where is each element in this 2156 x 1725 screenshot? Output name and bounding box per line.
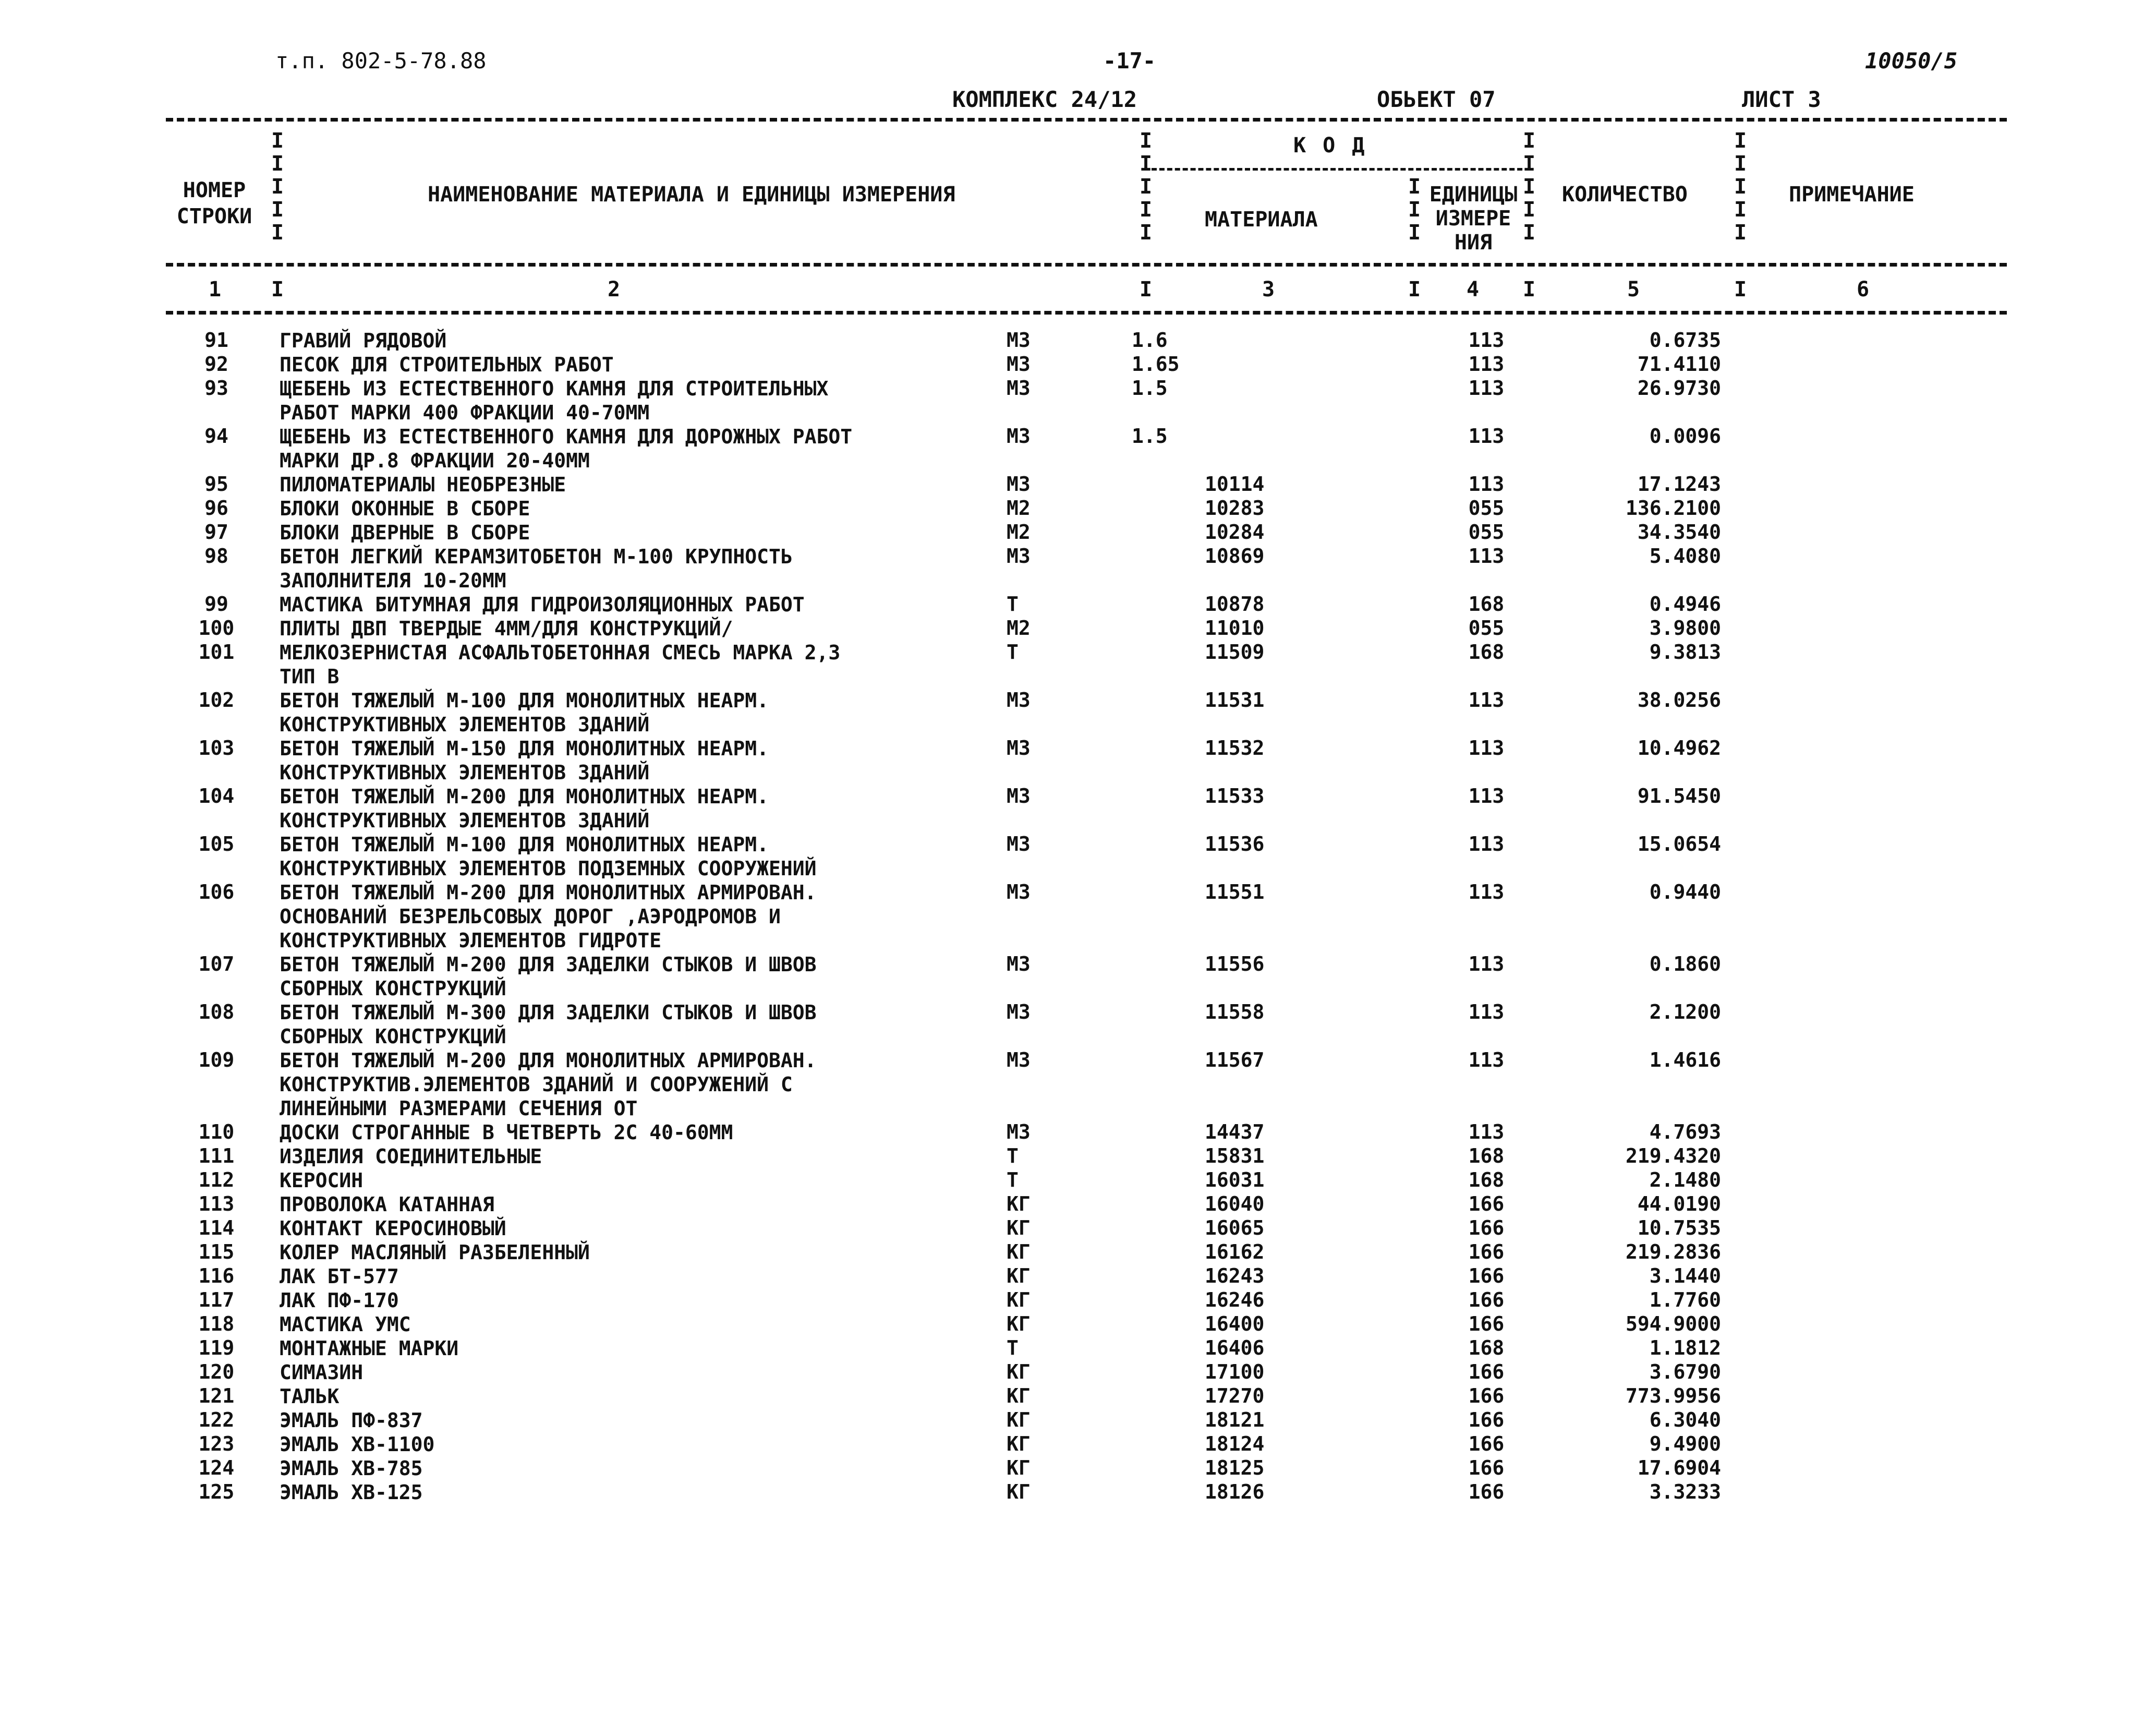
- row-number: 111: [198, 1144, 235, 1167]
- material-code: 18121: [1205, 1408, 1265, 1431]
- material-name: ПЛИТЫ ДВП ТВЕРДЫЕ 4ММ/ДЛЯ КОНСТРУКЦИЙ/: [280, 617, 733, 640]
- material-name: БЕТОН ТЯЖЕЛЫЙ М-200 ДЛЯ ЗАДЕЛКИ СТЫКОВ И ШВОВ СБОРНЫХ КОНСТРУКЦИЙ: [280, 953, 817, 1000]
- quantity: 10.7535: [1637, 1216, 1721, 1239]
- row-number: 108: [198, 1000, 235, 1023]
- row-number: 124: [198, 1456, 235, 1479]
- material-name: КОЛЕР МАСЛЯНЫЙ РАЗБЕЛЕННЫЙ: [280, 1241, 590, 1264]
- quantity: 1.1812: [1649, 1336, 1721, 1359]
- quantity: 219.4320: [1625, 1144, 1721, 1167]
- unit-code: 055: [1468, 521, 1505, 544]
- unit-code: 113: [1468, 1048, 1505, 1071]
- material-name: МАСТИКА БИТУМНАЯ ДЛЯ ГИДРОИЗОЛЯЦИОННЫХ РАБОТ: [280, 593, 805, 616]
- material-code: 11509: [1205, 641, 1265, 664]
- page-number: -17-: [1103, 48, 1156, 74]
- unit-of-measure: М2: [1007, 521, 1031, 544]
- material-code: 1.65: [1132, 353, 1180, 376]
- unit-of-measure: КГ: [1007, 1216, 1031, 1239]
- quantity: 17.1243: [1637, 473, 1721, 496]
- separator: I: [1408, 278, 1421, 301]
- row-number: 109: [198, 1048, 235, 1071]
- quantity: 3.1440: [1649, 1264, 1721, 1287]
- unit-of-measure: КГ: [1007, 1264, 1031, 1287]
- material-name: БЕТОН ТЯЖЕЛЫЙ М-150 ДЛЯ МОНОЛИТНЫХ НЕАРМ. КОНСТРУКТИВНЫХ ЭЛЕМЕНТОВ ЗДАНИЙ: [280, 737, 769, 784]
- document-reference: т.п. 802-5-78.88: [275, 48, 487, 74]
- separator: I: [1734, 278, 1747, 301]
- unit-code: 168: [1468, 1168, 1505, 1191]
- unit-of-measure: Т: [1007, 641, 1019, 664]
- quantity: 3.9800: [1649, 617, 1721, 640]
- row-number: 91: [204, 329, 228, 352]
- row-number: 115: [198, 1240, 235, 1263]
- material-name: БЕТОН ТЯЖЕЛЫЙ М-100 ДЛЯ МОНОЛИТНЫХ НЕАРМ. КОНСТРУКТИВНЫХ ЭЛЕМЕНТОВ ПОДЗЕМНЫХ СООРУЖЕНИЙ: [280, 833, 817, 880]
- unit-code: 113: [1468, 880, 1505, 903]
- unit-of-measure: КГ: [1007, 1456, 1031, 1479]
- row-number: 94: [204, 425, 228, 448]
- header-material-code: МАТЕРИАЛА: [1205, 208, 1318, 232]
- material-code: 11010: [1205, 617, 1265, 640]
- material-code: 16400: [1205, 1312, 1265, 1335]
- material-name: ЩЕБЕНЬ ИЗ ЕСТЕСТВЕННОГО КАМНЯ ДЛЯ СТРОИТЕЛЬНЫХ РАБОТ МАРКИ 400 ФРАКЦИИ 40-70ММ: [280, 377, 829, 424]
- row-number: 114: [198, 1216, 235, 1239]
- header-row-number: НОМЕР СТРОКИ: [176, 178, 252, 228]
- material-name: ЛАК БТ-577: [280, 1265, 399, 1288]
- quantity: 38.0256: [1637, 689, 1721, 711]
- row-number: 95: [204, 473, 228, 496]
- material-code: 17270: [1205, 1384, 1265, 1407]
- unit-of-measure: М3: [1007, 1120, 1031, 1143]
- quantity: 219.2836: [1625, 1240, 1721, 1263]
- material-name: БЕТОН ТЯЖЕЛЫЙ М-200 ДЛЯ МОНОЛИТНЫХ НЕАРМ. КОНСТРУКТИВНЫХ ЭЛЕМЕНТОВ ЗДАНИЙ: [280, 785, 769, 832]
- material-name: МЕЛКОЗЕРНИСТАЯ АСФАЛЬТОБЕТОННАЯ СМЕСЬ МАРКА 2,3 ТИП В: [280, 641, 841, 688]
- unit-code: 113: [1468, 833, 1505, 855]
- unit-of-measure: М3: [1007, 329, 1031, 352]
- material-code: 16243: [1205, 1264, 1265, 1287]
- material-code: 16031: [1205, 1168, 1265, 1191]
- unit-of-measure: КГ: [1007, 1384, 1031, 1407]
- material-name: МОНТАЖНЫЕ МАРКИ: [280, 1337, 459, 1360]
- material-code: 1.5: [1132, 377, 1168, 400]
- unit-of-measure: КГ: [1007, 1432, 1031, 1455]
- unit-of-measure: Т: [1007, 593, 1019, 616]
- separator: I I I: [1408, 175, 1421, 245]
- header-code-group: К О Д: [1293, 134, 1367, 158]
- quantity: 10.4962: [1637, 737, 1721, 759]
- material-code: 11532: [1205, 737, 1265, 759]
- unit-code: 113: [1468, 737, 1505, 759]
- row-number: 102: [198, 689, 235, 711]
- unit-code: 113: [1468, 377, 1505, 400]
- quantity: 91.5450: [1637, 785, 1721, 807]
- unit-code: 166: [1468, 1432, 1505, 1455]
- row-number: 117: [198, 1288, 235, 1311]
- material-code: 16040: [1205, 1192, 1265, 1215]
- unit-of-measure: М3: [1007, 545, 1031, 568]
- row-number: 118: [198, 1312, 235, 1335]
- quantity: 0.6735: [1649, 329, 1721, 352]
- row-number: 120: [198, 1360, 235, 1383]
- quantity: 6.3040: [1649, 1408, 1721, 1431]
- rule-code-group: [1152, 168, 1530, 171]
- material-name: КЕРОСИН: [280, 1169, 364, 1192]
- unit-of-measure: М3: [1007, 833, 1031, 855]
- unit-of-measure: КГ: [1007, 1240, 1031, 1263]
- column-number: 2: [608, 278, 621, 301]
- quantity: 3.3233: [1649, 1480, 1721, 1503]
- material-name: ЭМАЛЬ ХВ-1100: [280, 1433, 435, 1456]
- header-unit-code: ЕДИНИЦЫ ИЗМЕРЕ НИЯ: [1429, 183, 1518, 255]
- unit-code: 166: [1468, 1312, 1505, 1335]
- row-number: 105: [198, 833, 235, 855]
- row-number: 98: [204, 545, 228, 568]
- row-number: 92: [204, 353, 228, 376]
- unit-of-measure: М2: [1007, 617, 1031, 640]
- quantity: 1.7760: [1649, 1288, 1721, 1311]
- material-name: БЕТОН ТЯЖЕЛЫЙ М-300 ДЛЯ ЗАДЕЛКИ СТЫКОВ И ШВОВ СБОРНЫХ КОНСТРУКЦИЙ: [280, 1001, 817, 1048]
- unit-code: 168: [1468, 641, 1505, 664]
- material-name: ПИЛОМАТЕРИАЛЫ НЕОБРЕЗНЫЕ: [280, 473, 566, 496]
- row-number: 96: [204, 497, 228, 520]
- material-code: 16406: [1205, 1336, 1265, 1359]
- material-name: ПРОВОЛОКА КАТАННАЯ: [280, 1193, 494, 1216]
- unit-of-measure: М3: [1007, 377, 1031, 400]
- unit-code: 166: [1468, 1408, 1505, 1431]
- quantity: 136.2100: [1625, 497, 1721, 520]
- material-code: 18124: [1205, 1432, 1265, 1455]
- material-name: ЛАК ПФ-170: [280, 1289, 399, 1312]
- material-code: 10283: [1205, 497, 1265, 520]
- unit-of-measure: М2: [1007, 497, 1031, 520]
- unit-code: 113: [1468, 473, 1505, 496]
- unit-code: 166: [1468, 1360, 1505, 1383]
- material-code: 11556: [1205, 952, 1265, 975]
- unit-code: 168: [1468, 1144, 1505, 1167]
- complex-label: КОМПЛЕКС 24/12: [952, 87, 1137, 112]
- material-code: 16246: [1205, 1288, 1265, 1311]
- material-code: 15831: [1205, 1144, 1265, 1167]
- material-code: 10284: [1205, 521, 1265, 544]
- row-number: 106: [198, 880, 235, 903]
- material-name: ЩЕБЕНЬ ИЗ ЕСТЕСТВЕННОГО КАМНЯ ДЛЯ ДОРОЖНЫХ РАБОТ МАРКИ ДР.8 ФРАКЦИИ 20-40ММ: [280, 425, 853, 472]
- material-name: МАСТИКА УМС: [280, 1313, 411, 1336]
- quantity: 17.6904: [1637, 1456, 1721, 1479]
- quantity: 773.9956: [1625, 1384, 1721, 1407]
- unit-of-measure: КГ: [1007, 1480, 1031, 1503]
- row-number: 113: [198, 1192, 235, 1215]
- unit-of-measure: КГ: [1007, 1192, 1031, 1215]
- unit-code: 166: [1468, 1264, 1505, 1287]
- row-number: 112: [198, 1168, 235, 1191]
- row-number: 110: [198, 1120, 235, 1143]
- document-id: 10050/5: [1865, 48, 1958, 74]
- row-number: 104: [198, 785, 235, 807]
- unit-of-measure: Т: [1007, 1336, 1019, 1359]
- quantity: 9.3813: [1649, 641, 1721, 664]
- unit-code: 166: [1468, 1384, 1505, 1407]
- material-code: 10869: [1205, 545, 1265, 568]
- unit-code: 113: [1468, 785, 1505, 807]
- unit-of-measure: КГ: [1007, 1312, 1031, 1335]
- header-material-name: НАИМЕНОВАНИЕ МАТЕРИАЛА И ЕДИНИЦЫ ИЗМЕРЕНИЯ: [428, 183, 955, 207]
- material-code: 1.5: [1132, 425, 1168, 448]
- material-name: ТАЛЬК: [280, 1385, 340, 1408]
- quantity: 0.0096: [1649, 425, 1721, 448]
- rule-top: [166, 118, 2007, 122]
- row-number: 103: [198, 737, 235, 759]
- quantity: 15.0654: [1637, 833, 1721, 855]
- row-number: 123: [198, 1432, 235, 1455]
- unit-code: 168: [1468, 1336, 1505, 1359]
- unit-code: 113: [1468, 329, 1505, 352]
- unit-code: 113: [1468, 1000, 1505, 1023]
- unit-of-measure: М3: [1007, 737, 1031, 759]
- material-code: 11567: [1205, 1048, 1265, 1071]
- material-name: БЕТОН ТЯЖЕЛЫЙ М-100 ДЛЯ МОНОЛИТНЫХ НЕАРМ. КОНСТРУКТИВНЫХ ЭЛЕМЕНТОВ ЗДАНИЙ: [280, 689, 769, 736]
- unit-code: 113: [1468, 353, 1505, 376]
- unit-code: 113: [1468, 1120, 1505, 1143]
- separator: I: [271, 278, 284, 301]
- material-name: КОНТАКТ КЕРОСИНОВЫЙ: [280, 1217, 506, 1240]
- material-code: 16162: [1205, 1240, 1265, 1263]
- rule-header-bottom: [166, 263, 2007, 267]
- material-code: 1.6: [1132, 329, 1168, 352]
- quantity: 2.1200: [1649, 1000, 1721, 1023]
- row-number: 99: [204, 593, 228, 616]
- material-name: ГРАВИЙ РЯДОВОЙ: [280, 329, 447, 352]
- material-code: 18126: [1205, 1480, 1265, 1503]
- quantity: 9.4900: [1649, 1432, 1721, 1455]
- unit-code: 113: [1468, 545, 1505, 568]
- material-name: ЭМАЛЬ ПФ-837: [280, 1409, 423, 1432]
- material-name: ДОСКИ СТРОГАННЫЕ В ЧЕТВЕРТЬ 2С 40-60ММ: [280, 1121, 733, 1144]
- material-code: 10114: [1205, 473, 1265, 496]
- separator: I: [1523, 278, 1536, 301]
- row-number: 97: [204, 521, 228, 544]
- separator: I I I I I: [271, 129, 284, 245]
- row-number: 116: [198, 1264, 235, 1287]
- material-code: 14437: [1205, 1120, 1265, 1143]
- column-number: 6: [1857, 278, 1870, 301]
- material-code: 11558: [1205, 1000, 1265, 1023]
- unit-code: 055: [1468, 617, 1505, 640]
- material-name: ИЗДЕЛИЯ СОЕДИНИТЕЛЬНЫЕ: [280, 1145, 542, 1168]
- column-number: 4: [1467, 278, 1480, 301]
- unit-code: 113: [1468, 952, 1505, 975]
- quantity: 34.3540: [1637, 521, 1721, 544]
- unit-code: 168: [1468, 593, 1505, 616]
- row-number: 122: [198, 1408, 235, 1431]
- unit-code: 166: [1468, 1288, 1505, 1311]
- unit-code: 166: [1468, 1456, 1505, 1479]
- unit-of-measure: М3: [1007, 689, 1031, 711]
- quantity: 2.1480: [1649, 1168, 1721, 1191]
- material-code: 11533: [1205, 785, 1265, 807]
- unit-of-measure: КГ: [1007, 1360, 1031, 1383]
- material-code: 18125: [1205, 1456, 1265, 1479]
- unit-of-measure: КГ: [1007, 1288, 1031, 1311]
- unit-of-measure: М3: [1007, 473, 1031, 496]
- unit-code: 166: [1468, 1480, 1505, 1503]
- material-name: БЛОКИ ОКОННЫЕ В СБОРЕ: [280, 497, 530, 520]
- rule-body-top: [166, 311, 2007, 315]
- column-number: 3: [1262, 278, 1275, 301]
- unit-code: 055: [1468, 497, 1505, 520]
- material-code: 11551: [1205, 880, 1265, 903]
- unit-of-measure: М3: [1007, 353, 1031, 376]
- material-code: 17100: [1205, 1360, 1265, 1383]
- material-code: 11536: [1205, 833, 1265, 855]
- material-code: 11531: [1205, 689, 1265, 711]
- quantity: 3.6790: [1649, 1360, 1721, 1383]
- sheet-label: ЛИСТ 3: [1742, 87, 1821, 112]
- column-number: 1: [209, 278, 222, 301]
- unit-of-measure: М3: [1007, 1000, 1031, 1023]
- material-name: ПЕСОК ДЛЯ СТРОИТЕЛЬНЫХ РАБОТ: [280, 353, 614, 376]
- quantity: 0.1860: [1649, 952, 1721, 975]
- material-code: 16065: [1205, 1216, 1265, 1239]
- material-name: БЕТОН ТЯЖЕЛЫЙ М-200 ДЛЯ МОНОЛИТНЫХ АРМИРОВАН. ОСНОВАНИЙ БЕЗРЕЛЬСОВЫХ ДОРОГ ,АЭРОДРОМОВ И КОНСТРУКТИВНЫХ ЭЛЕМЕНТОВ ГИДРОТЕ: [280, 881, 817, 952]
- quantity: 594.9000: [1625, 1312, 1721, 1335]
- separator: I I I I I: [1140, 129, 1153, 245]
- separator: I I I I I: [1734, 129, 1747, 245]
- unit-of-measure: Т: [1007, 1144, 1019, 1167]
- row-number: 121: [198, 1384, 235, 1407]
- quantity: 26.9730: [1637, 377, 1721, 400]
- row-number: 107: [198, 952, 235, 975]
- quantity: 4.7693: [1649, 1120, 1721, 1143]
- unit-code: 166: [1468, 1240, 1505, 1263]
- material-code: 10878: [1205, 593, 1265, 616]
- quantity: 0.4946: [1649, 593, 1721, 616]
- unit-of-measure: М3: [1007, 1048, 1031, 1071]
- object-label: ОБЬЕКТ 07: [1377, 87, 1496, 112]
- row-number: 125: [198, 1480, 235, 1503]
- row-number: 93: [204, 377, 228, 400]
- separator: I I I I I: [1523, 129, 1536, 245]
- material-name: СИМАЗИН: [280, 1361, 364, 1384]
- unit-of-measure: М3: [1007, 952, 1031, 975]
- quantity: 5.4080: [1649, 545, 1721, 568]
- row-number: 100: [198, 617, 235, 640]
- material-name: ЭМАЛЬ ХВ-125: [280, 1481, 423, 1504]
- material-name: БЕТОН ТЯЖЕЛЫЙ М-200 ДЛЯ МОНОЛИТНЫХ АРМИРОВАН. КОНСТРУКТИВ.ЭЛЕМЕНТОВ ЗДАНИЙ И СООРУЖЕНИЙ С ЛИНЕЙНЫМИ РАЗМЕРАМИ СЕЧЕНИЯ ОТ: [280, 1049, 817, 1120]
- quantity: 44.0190: [1637, 1192, 1721, 1215]
- material-name: ЭМАЛЬ ХВ-785: [280, 1457, 423, 1480]
- unit-of-measure: М3: [1007, 425, 1031, 448]
- unit-of-measure: Т: [1007, 1168, 1019, 1191]
- header-note: ПРИМЕЧАНИЕ: [1789, 183, 1915, 207]
- unit-of-measure: М3: [1007, 785, 1031, 807]
- unit-code: 113: [1468, 689, 1505, 711]
- row-number: 119: [198, 1336, 235, 1359]
- header-quantity: КОЛИЧЕСТВО: [1562, 183, 1688, 207]
- unit-of-measure: М3: [1007, 880, 1031, 903]
- column-number: 5: [1627, 278, 1640, 301]
- quantity: 1.4616: [1649, 1048, 1721, 1071]
- material-name: БЛОКИ ДВЕРНЫЕ В СБОРЕ: [280, 521, 530, 544]
- quantity: 0.9440: [1649, 880, 1721, 903]
- unit-code: 166: [1468, 1192, 1505, 1215]
- row-number: 101: [198, 641, 235, 664]
- unit-code: 166: [1468, 1216, 1505, 1239]
- quantity: 71.4110: [1637, 353, 1721, 376]
- separator: I: [1140, 278, 1153, 301]
- unit-of-measure: КГ: [1007, 1408, 1031, 1431]
- unit-code: 113: [1468, 425, 1505, 448]
- material-name: БЕТОН ЛЕГКИЙ КЕРАМЗИТОБЕТОН М-100 КРУПНОСТЬ ЗАПОЛНИТЕЛЯ 10-20ММ: [280, 545, 793, 592]
